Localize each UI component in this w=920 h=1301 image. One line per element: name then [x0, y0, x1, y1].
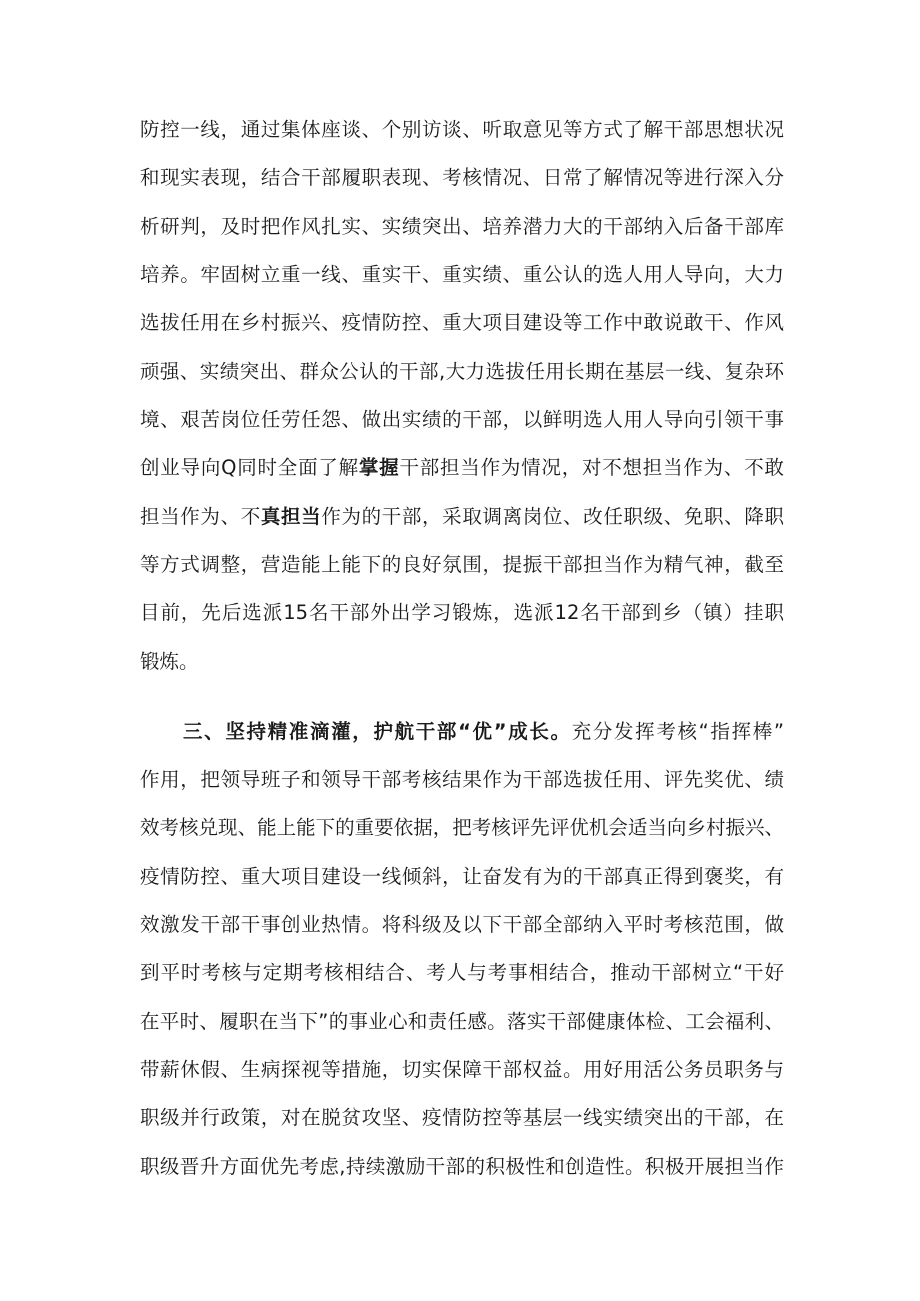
- paragraph-1-line-9: [140, 497, 784, 537]
- paragraph-1-line-5: 选拔任用在乡村振兴、疫情防控、重大项目建设等工作中敢说敢干、作风: [140, 311, 784, 334]
- section-heading: 三、坚持精准滴灌，护航干部“优”成长。: [183, 720, 572, 743]
- paragraph-2-line-1: [183, 712, 784, 752]
- line-9-text-after: 作为的干部，采取调离岗位、改任职级、免职、降职: [321, 505, 784, 528]
- paragraph-2-line-3: 效考核兑现、能上能下的重要依据，把考核评先评优机会适当向乡村振兴、: [140, 816, 784, 839]
- paragraph-2-line-10: 职级晋升方面优先考虑,持续激励干部的积极性和创造性。积极开展担当作: [140, 1155, 784, 1178]
- line-9-text-before: 担当作为、不: [140, 505, 261, 528]
- paragraph-2-line-2: 作用，把领导班子和领导干部考核结果作为干部选拔任用、评先奖优、绩: [140, 768, 784, 791]
- line-8-text-before: 创业导向Q同时全面了解: [140, 456, 359, 479]
- paragraph-1-line-12: 锻炼。: [140, 650, 199, 673]
- line-8-bold-text: 掌握: [358, 456, 400, 479]
- paragraph-1-line-6: 顽强、实绩突出、群众公认的干部,大力选拔任用长期在基层一线、复杂环: [140, 360, 784, 383]
- paragraph-1-line-10: 等方式调整，营造能上能下的良好氛围，提振干部担当作为精气神，截至: [140, 553, 784, 576]
- paragraph-1-line-4: 培养。牢固树立重一线、重实干、重实绩、重公认的选人用人导向，大力: [140, 263, 784, 286]
- paragraph-1-line-11: 目前，先后选派15名干部外出学习锻炼，选派12名干部到乡（镇）挂职: [140, 601, 784, 624]
- paragraph-2-first-line-text: 充分发挥考核“指挥棒”: [571, 720, 784, 743]
- paragraph-2-line-4: 疫情防控、重大项目建设一线倾斜，让奋发有为的干部真正得到褒奖，有: [140, 865, 784, 888]
- paragraph-2-line-8: 带薪休假、生病探视等措施，切实保障干部权益。用好用活公务员职务与: [140, 1058, 784, 1081]
- paragraph-1-line-1: 防控一线，通过集体座谈、个别访谈、听取意见等方式了解干部思想状况: [140, 118, 784, 141]
- paragraph-1-line-8: [140, 448, 784, 488]
- paragraph-2-line-7: 在平时、履职在当下”的事业心和责任感。落实干部健康体检、工会福利、: [140, 1010, 784, 1033]
- line-9-bold-text: 真担当: [260, 505, 322, 528]
- line-8-text-after: 干部担当作为情况，对不想担当作为、不敢: [399, 456, 784, 479]
- paragraph-1-line-7: 境、艰苦岗位任劳任怨、做出实绩的干部，以鲜明选人用人导向引领干事: [140, 408, 784, 431]
- paragraph-2-line-5: 效激发干部干事创业热情。将科级及以下干部全部纳入平时考核范围，做: [140, 913, 784, 936]
- paragraph-2-line-6: 到平时考核与定期考核相结合、考人与考事相结合，推动干部树立“干好: [140, 961, 784, 984]
- paragraph-1-line-3: 析研判，及时把作风扎实、实绩突出、培养潜力大的干部纳入后备干部库: [140, 215, 784, 238]
- paragraph-1-line-2: 和现实表现，结合干部履职表现、考核情况、日常了解情况等进行深入分: [140, 166, 784, 189]
- paragraph-2-line-9: 职级并行政策，对在脱贫攻坚、疫情防控等基层一线实绩突出的干部，在: [140, 1106, 784, 1129]
